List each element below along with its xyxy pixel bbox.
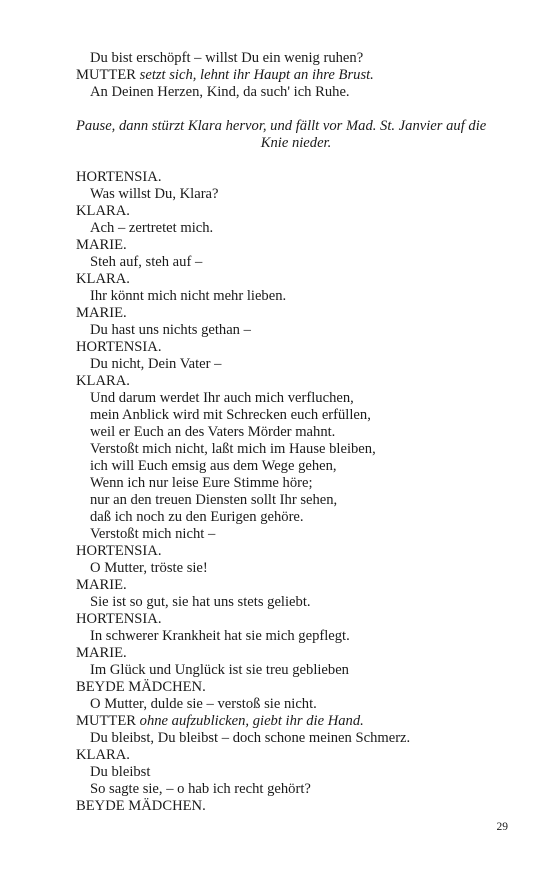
- verse-line: So sagte sie, – o hab ich recht gehört?: [90, 781, 311, 797]
- speaker-name: BEYDE MÄDCHEN.: [76, 798, 206, 814]
- speaker-name: MARIE.: [76, 305, 127, 321]
- verse-line: Steh auf, steh auf –: [90, 254, 203, 270]
- speaker-name: MARIE.: [76, 237, 127, 253]
- verse-line: Wenn ich nur leise Eure Stimme höre;: [90, 475, 313, 491]
- verse-line: daß ich noch zu den Eurigen gehöre.: [90, 509, 304, 525]
- speaker-name: MARIE.: [76, 645, 127, 661]
- verse-line: Du nicht, Dein Vater –: [90, 356, 222, 372]
- verse-line: Du bleibst, Du bleibst – doch schone meinen Schmerz.: [90, 730, 411, 746]
- verse-line: O Mutter, tröste sie!: [90, 560, 208, 576]
- verse-line: Verstoßt mich nicht, laßt mich im Hause bleiben,: [90, 441, 376, 457]
- speaker-name: MUTTER: [76, 67, 136, 83]
- verse-line: Ach – zertretet mich.: [90, 220, 214, 236]
- verse-line: Im Glück und Unglück ist sie treu geblieben: [90, 662, 349, 678]
- verse-line: O Mutter, dulde sie – verstoß sie nicht.: [90, 696, 317, 712]
- verse-line: An Deinen Herzen, Kind, da such' ich Ruhe.: [90, 84, 350, 100]
- play-text: [76, 50, 516, 815]
- speaker-name: KLARA.: [76, 203, 130, 219]
- speaker-with-direction: [76, 67, 516, 84]
- speaker-name: MUTTER: [76, 713, 136, 729]
- verse-line: Was willst Du, Klara?: [90, 186, 219, 202]
- speaker-name: HORTENSIA.: [76, 339, 162, 355]
- stage-direction: setzt sich, lehnt ihr Haupt an ihre Brust.: [139, 67, 374, 83]
- page-number: 29: [496, 821, 508, 833]
- speaker-name: HORTENSIA.: [76, 169, 162, 185]
- speaker-name: HORTENSIA.: [76, 543, 162, 559]
- verse-line: In schwerer Krankheit hat sie mich gepflegt.: [90, 628, 350, 644]
- speaker-name: KLARA.: [76, 373, 130, 389]
- verse-line: weil er Euch an des Vaters Mörder mahnt.: [90, 424, 336, 440]
- stage-direction: Knie nieder.: [260, 135, 332, 151]
- speaker-name: KLARA.: [76, 271, 130, 287]
- verse-line: Du bleibst: [90, 764, 151, 780]
- spacer: [76, 152, 516, 169]
- verse-line: ich will Euch emsig aus dem Wege gehen,: [90, 458, 337, 474]
- verse-line: Du hast uns nichts gethan –: [90, 322, 251, 338]
- spacer: [76, 101, 516, 118]
- verse-line: Sie ist so gut, sie hat uns stets geliebt.: [90, 594, 311, 610]
- speaker-name: HORTENSIA.: [76, 611, 162, 627]
- verse-line: Und darum werdet Ihr auch mich verfluchen,: [90, 390, 354, 406]
- speaker-name: BEYDE MÄDCHEN.: [76, 679, 206, 695]
- speaker-name: MARIE.: [76, 577, 127, 593]
- stage-direction: ohne aufzublicken, giebt ihr die Hand.: [139, 713, 364, 729]
- stage-direction: Pause, dann stürzt Klara hervor, und fällt vor Mad. St. Janvier auf die: [76, 118, 487, 134]
- speaker-with-direction: [76, 713, 516, 730]
- verse-line: Verstoßt mich nicht –: [90, 526, 216, 542]
- verse-line: mein Anblick wird mit Schrecken euch erfüllen,: [90, 407, 371, 423]
- verse-line: nur an den treuen Diensten sollt Ihr sehen,: [90, 492, 338, 508]
- speaker-name: KLARA.: [76, 747, 130, 763]
- verse-line: Ihr könnt mich nicht mehr lieben.: [90, 288, 287, 304]
- verse-line: Du bist erschöpft – willst Du ein wenig ruhen?: [90, 50, 364, 66]
